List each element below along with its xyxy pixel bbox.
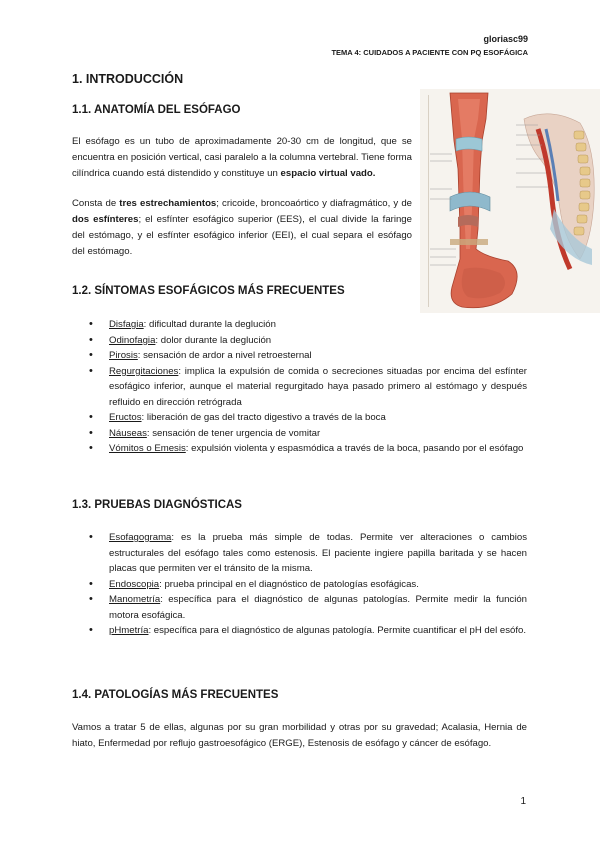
esophagus-anatomy-figure [420,89,600,313]
list-item: • Endoscopia: prueba principal en el diagnóstico de patologías esofágicas. [72,577,527,593]
pathologies-paragraph: Vamos a tratar 5 de ellas, algunas por su gran morbilidad y otras por su gravedad; Acalasia, Hernia de hiato, Enfermedad por reflujo gastroesofágico (ERGE), Estenosis de esófago y cáncer de esófago. [72,722,527,749]
diagnostics-list [72,530,527,639]
list-item: • Odinofagia: dolor durante la deglución [72,333,527,349]
list-item: • pHmetría: específica para el diagnóstico de algunas patología. Permite cuantificar el pH del esófo. [72,623,527,639]
esophagus-illustration [420,89,600,313]
list-item: • Vómitos o Emesis: expulsión violenta y espasmódica a través de la boca, pasando por el esófago [72,441,527,457]
section-title: 1. INTRODUCCIÓN [72,72,184,86]
page-number: 1 [520,796,526,807]
symptoms-list [72,317,527,457]
list-item: • Pirosis: sensación de ardor a nivel retroesternal [72,348,527,364]
heading-diagnostics: 1.3. PRUEBAS DIAGNÓSTICAS [72,499,242,511]
header-topic: TEMA 4: CUIDADOS A PACIENTE CON PQ ESOFÁGICA [331,48,528,57]
header-author: gloriasc99 [483,34,528,44]
list-item: • Regurgitaciones: implica la expulsión de comida o secreciones situadas por encima del esfínter esofágico inferior, aunque el material regurgitado haya pasado primero al estómago y después refluido en dirección retrógrada [72,364,527,411]
list-item: • Manometría: específica para el diagnóstico de algunas patologías. Permite medir la función motora esofágica. [72,592,527,623]
heading-pathologies: 1.4. PATOLOGÍAS MÁS FRECUENTES [72,689,279,701]
list-item: • Disfagia: dificultad durante la deglución [72,317,527,333]
list-item: • Esofagograma: es la prueba más simple de todas. Permite ver alteraciones o cambios estructurales del esófago tales como estenosis. El paciente ingiere papilla baritada y se hacen placas que permiten ver el tránsito de la misma. [72,530,527,577]
anatomy-paragraph-2: Consta de tres estrechamientos; cricoide, broncoaórtico y diafragmático, y de dos esfínteres; el esfínter esofágico superior (EES), el cual divide la faringe del estómago, y el esfínter esofágico inferior (EEI), el cual separa el esófago del estómago. [72,198,412,257]
list-item: • Eructos: liberación de gas del tracto digestivo a través de la boca [72,410,527,426]
anatomy-paragraph-1: El esófago es un tubo de aproximadamente 20-30 cm de longitud, que se encuentra en posición vertical, casi paralelo a la columna vertebral. Tiene forma cilíndrica cuando está distendido y constituye un espacio virtual vado. [72,136,412,179]
heading-symptoms: 1.2. SÍNTOMAS ESOFÁGICOS MÁS FRECUENTES [72,285,345,297]
list-item: • Náuseas: sensación de tener urgencia de vomitar [72,426,527,442]
heading-anatomy: 1.1. ANATOMÍA DEL ESÓFAGO [72,104,241,116]
